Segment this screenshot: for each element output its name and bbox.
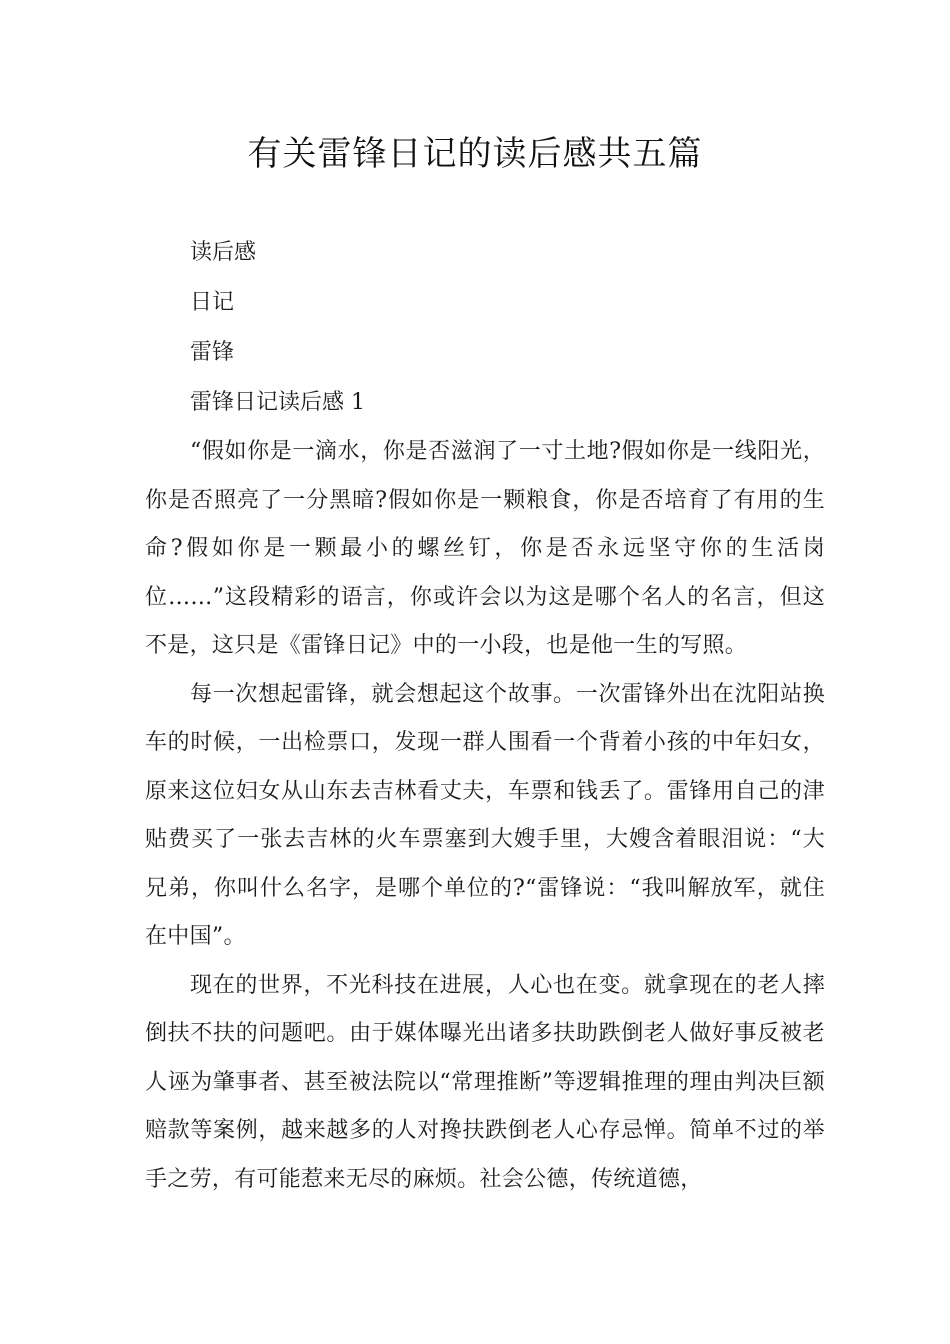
document-body	[145, 228, 825, 1204]
document-title: 有关雷锋日记的读后感共五篇	[247, 134, 703, 174]
paragraph: 现在的世界，不光科技在进展，人心也在变。就拿现在的老人摔倒扶不扶的问题吧。由于媒体曝光出诸多扶助跌倒老人做好事反被老人诬为肇事者、甚至被法院以“常理推断”等逻辑推理的理由判决巨额赔款等案例，越来越多的人对搀扶跌倒老人心存忌惮。简单不过的举手之劳，有可能惹来无尽的麻烦。社会公德，传统道德，	[145, 972, 825, 1192]
keyword-reading-response: 读后感	[190, 240, 257, 265]
keyword-lei-feng: 雷锋	[190, 340, 235, 365]
paragraph: 每一次想起雷锋，就会想起这个故事。一次雷锋外出在沈阳站换车的时候，一出检票口，发现一群人围看一个背着小孩的中年妇女，原来这位妇女从山东去吉林看丈夫，车票和钱丢了。雷锋用自己的津贴费买了一张去吉林的火车票塞到大嫂手里，大嫂含着眼泪说：“大兄弟，你叫什么名字，是哪个单位的?“雷锋说：“我叫解放军，就住在中国”。	[145, 681, 825, 949]
paragraph: “假如你是一滴水，你是否滋润了一寸土地?假如你是一线阳光，你是否照亮了一分黑暗?假如你是一颗粮食，你是否培育了有用的生命?假如你是一颗最小的螺丝钉，你是否永远坚守你的生活岗位……”这段精彩的语言，你或许会以为这是哪个名人的名言，但这不是，这只是《雷锋日记》中的一小段，也是他一生的写照。	[145, 439, 825, 658]
section-heading: 雷锋日记读后感 1	[190, 390, 365, 415]
keyword-diary: 日记	[190, 290, 235, 315]
